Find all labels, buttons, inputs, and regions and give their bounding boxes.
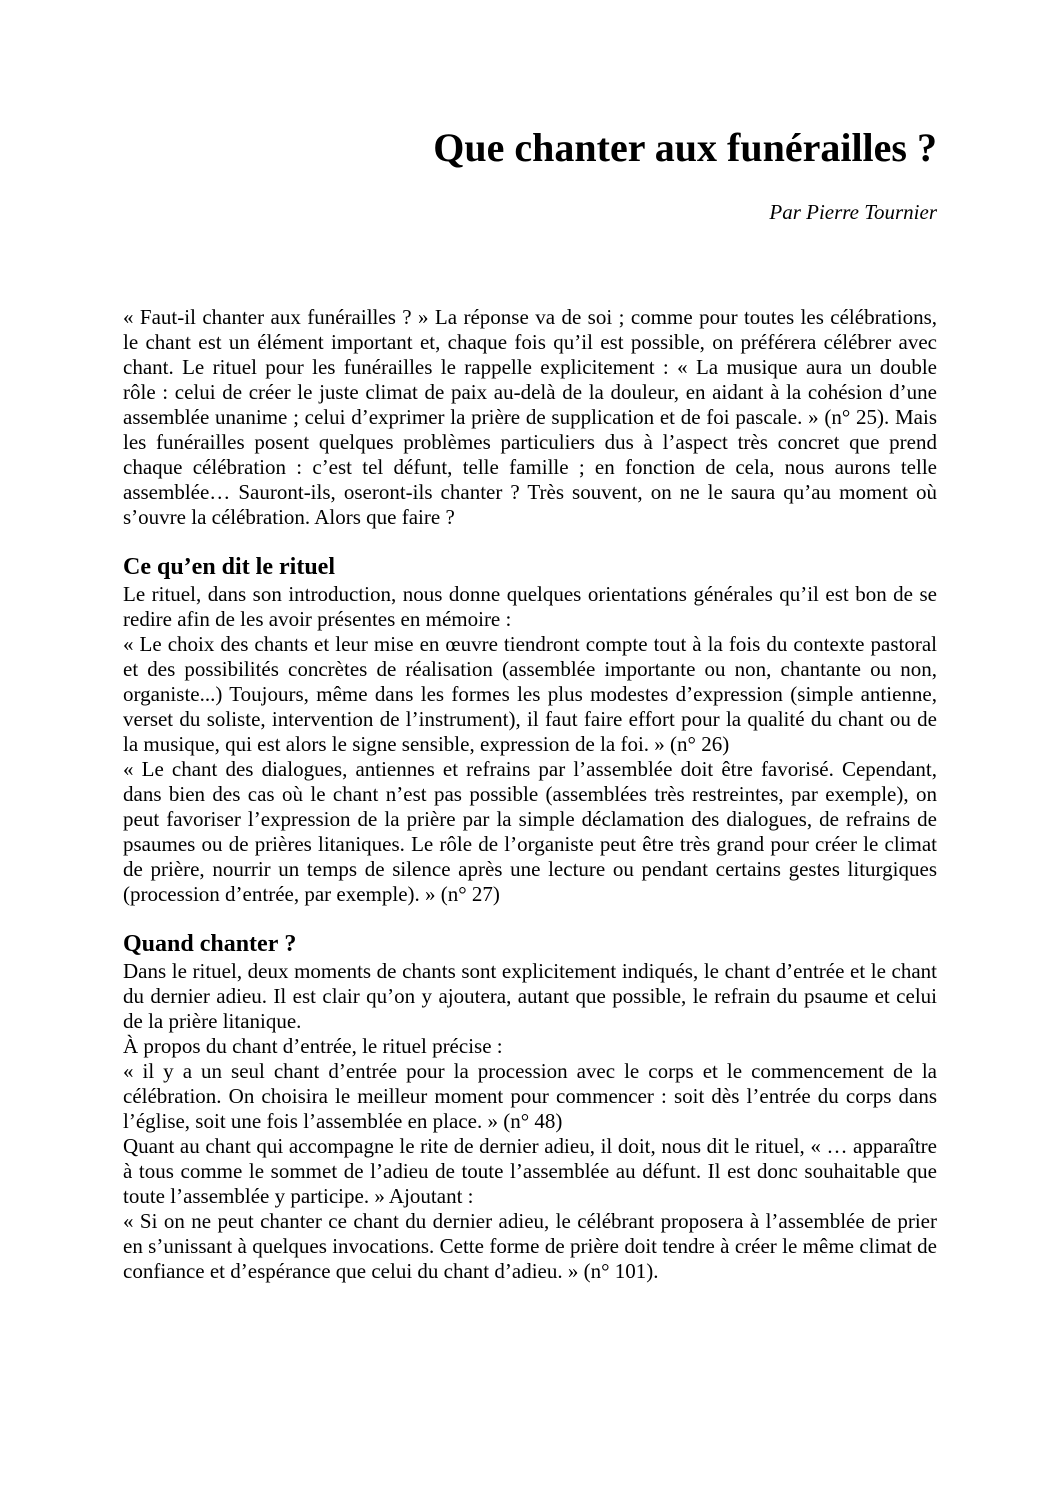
paragraph-rituel-introduction: Le rituel, dans son introduction, nous donne quelques orientations générales qu’il est bon de se redire afin de les avoir présentes en mémoire : [123, 582, 937, 631]
paragraph-deux-moments: Dans le rituel, deux moments de chants sont explicitement indiqués, le chant d’entrée et le chant du dernier adieu. Il est clair qu’on y ajoutera, autant que possible, le refrain du psaume et celui de la prière litanique. [123, 959, 937, 1033]
paragraph-dernier-adieu: Quant au chant qui accompagne le rite de dernier adieu, il doit, nous dit le rituel, « … apparaître à tous comme le sommet de l’adieu de toute l’assemblée au défunt. Il est donc souhaitable que toute l’assemblée y participe. » Ajoutant : [123, 1134, 937, 1208]
paragraph-citation-n26: « Le choix des chants et leur mise en œuvre tiendront compte tout à la fois du contexte pastoral et des possibilités concrètes de réalisation (assemblée importante ou non, chantante ou non, organiste...) Toujours, même dans les formes les plus modestes d’expression (simple antienne, verset du soliste, intervention de l’instrument), il faut faire effort pour la qualité du chant ou de la musique, qui est alors le signe sensible, expression de la foi. » (n° 26) [123, 632, 937, 756]
paragraph-citation-n101: « Si on ne peut chanter ce chant du dernier adieu, le célébrant proposera à l’assemblée de prier en s’unissant à quelques invocations. Cette forme de prière doit tendre à créer le même climat de confiance et d’espérance que celui du chant d’adieu. » (n° 101). [123, 1209, 937, 1283]
paragraph-citation-n48: « il y a un seul chant d’entrée pour la procession avec le corps et le commencement de la célébration. On choisira le meilleur moment pour commencer : soit dès l’entrée du corps dans l’église, soit une fois l’assemblée en place. » (n° 48) [123, 1059, 937, 1133]
document-title: Que chanter aux funérailles ? [433, 125, 937, 170]
paragraph-citation-n27: « Le chant des dialogues, antiennes et refrains par l’assemblée doit être favorisé. Cependant, dans bien des cas où le chant n’est pas possible (assemblées très restreintes, par exemple), on peut favoriser l’expression de la prière par la simple déclamation des dialogues, de refrains de psaumes ou de prières litaniques. Le rôle de l’organiste peut être très grand pour créer le climat de prière, nourrir un temps de silence après une lecture ou pendant certains gestes liturgiques (procession d’entrée, par exemple). » (n° 27) [123, 757, 937, 906]
section-heading-ce-quen-dit-le-rituel: Ce qu’en dit le rituel [123, 554, 335, 580]
byline: Par Pierre Tournier [769, 200, 937, 224]
paragraph-a-propos-chant-entree: À propos du chant d’entrée, le rituel précise : [123, 1034, 503, 1058]
section-heading-quand-chanter: Quand chanter ? [123, 931, 297, 957]
paragraph-intro: « Faut-il chanter aux funérailles ? » La réponse va de soi ; comme pour toutes les célébrations, le chant est un élément important et, chaque fois qu’il est possible, on préférera célébrer avec chant. Le rituel pour les funérailles le rappelle explicitement : « La musique aura un double rôle : celui de créer le juste climat de paix au-delà de la douleur, en aidant à la cohésion d’une assemblée unanime ; celui d’exprimer la prière de supplication et de foi pascale. » (n° 25). Mais les funérailles posent quelques problèmes particuliers dus à l’aspect très concret que prend chaque célébration : c’est tel défunt, telle famille ; en fonction de cela, nous aurons telle assemblée… Sauront-ils, oseront-ils chanter ? Très souvent, on ne le saura qu’au moment où s’ouvre la célébration. Alors que faire ? [123, 305, 937, 529]
